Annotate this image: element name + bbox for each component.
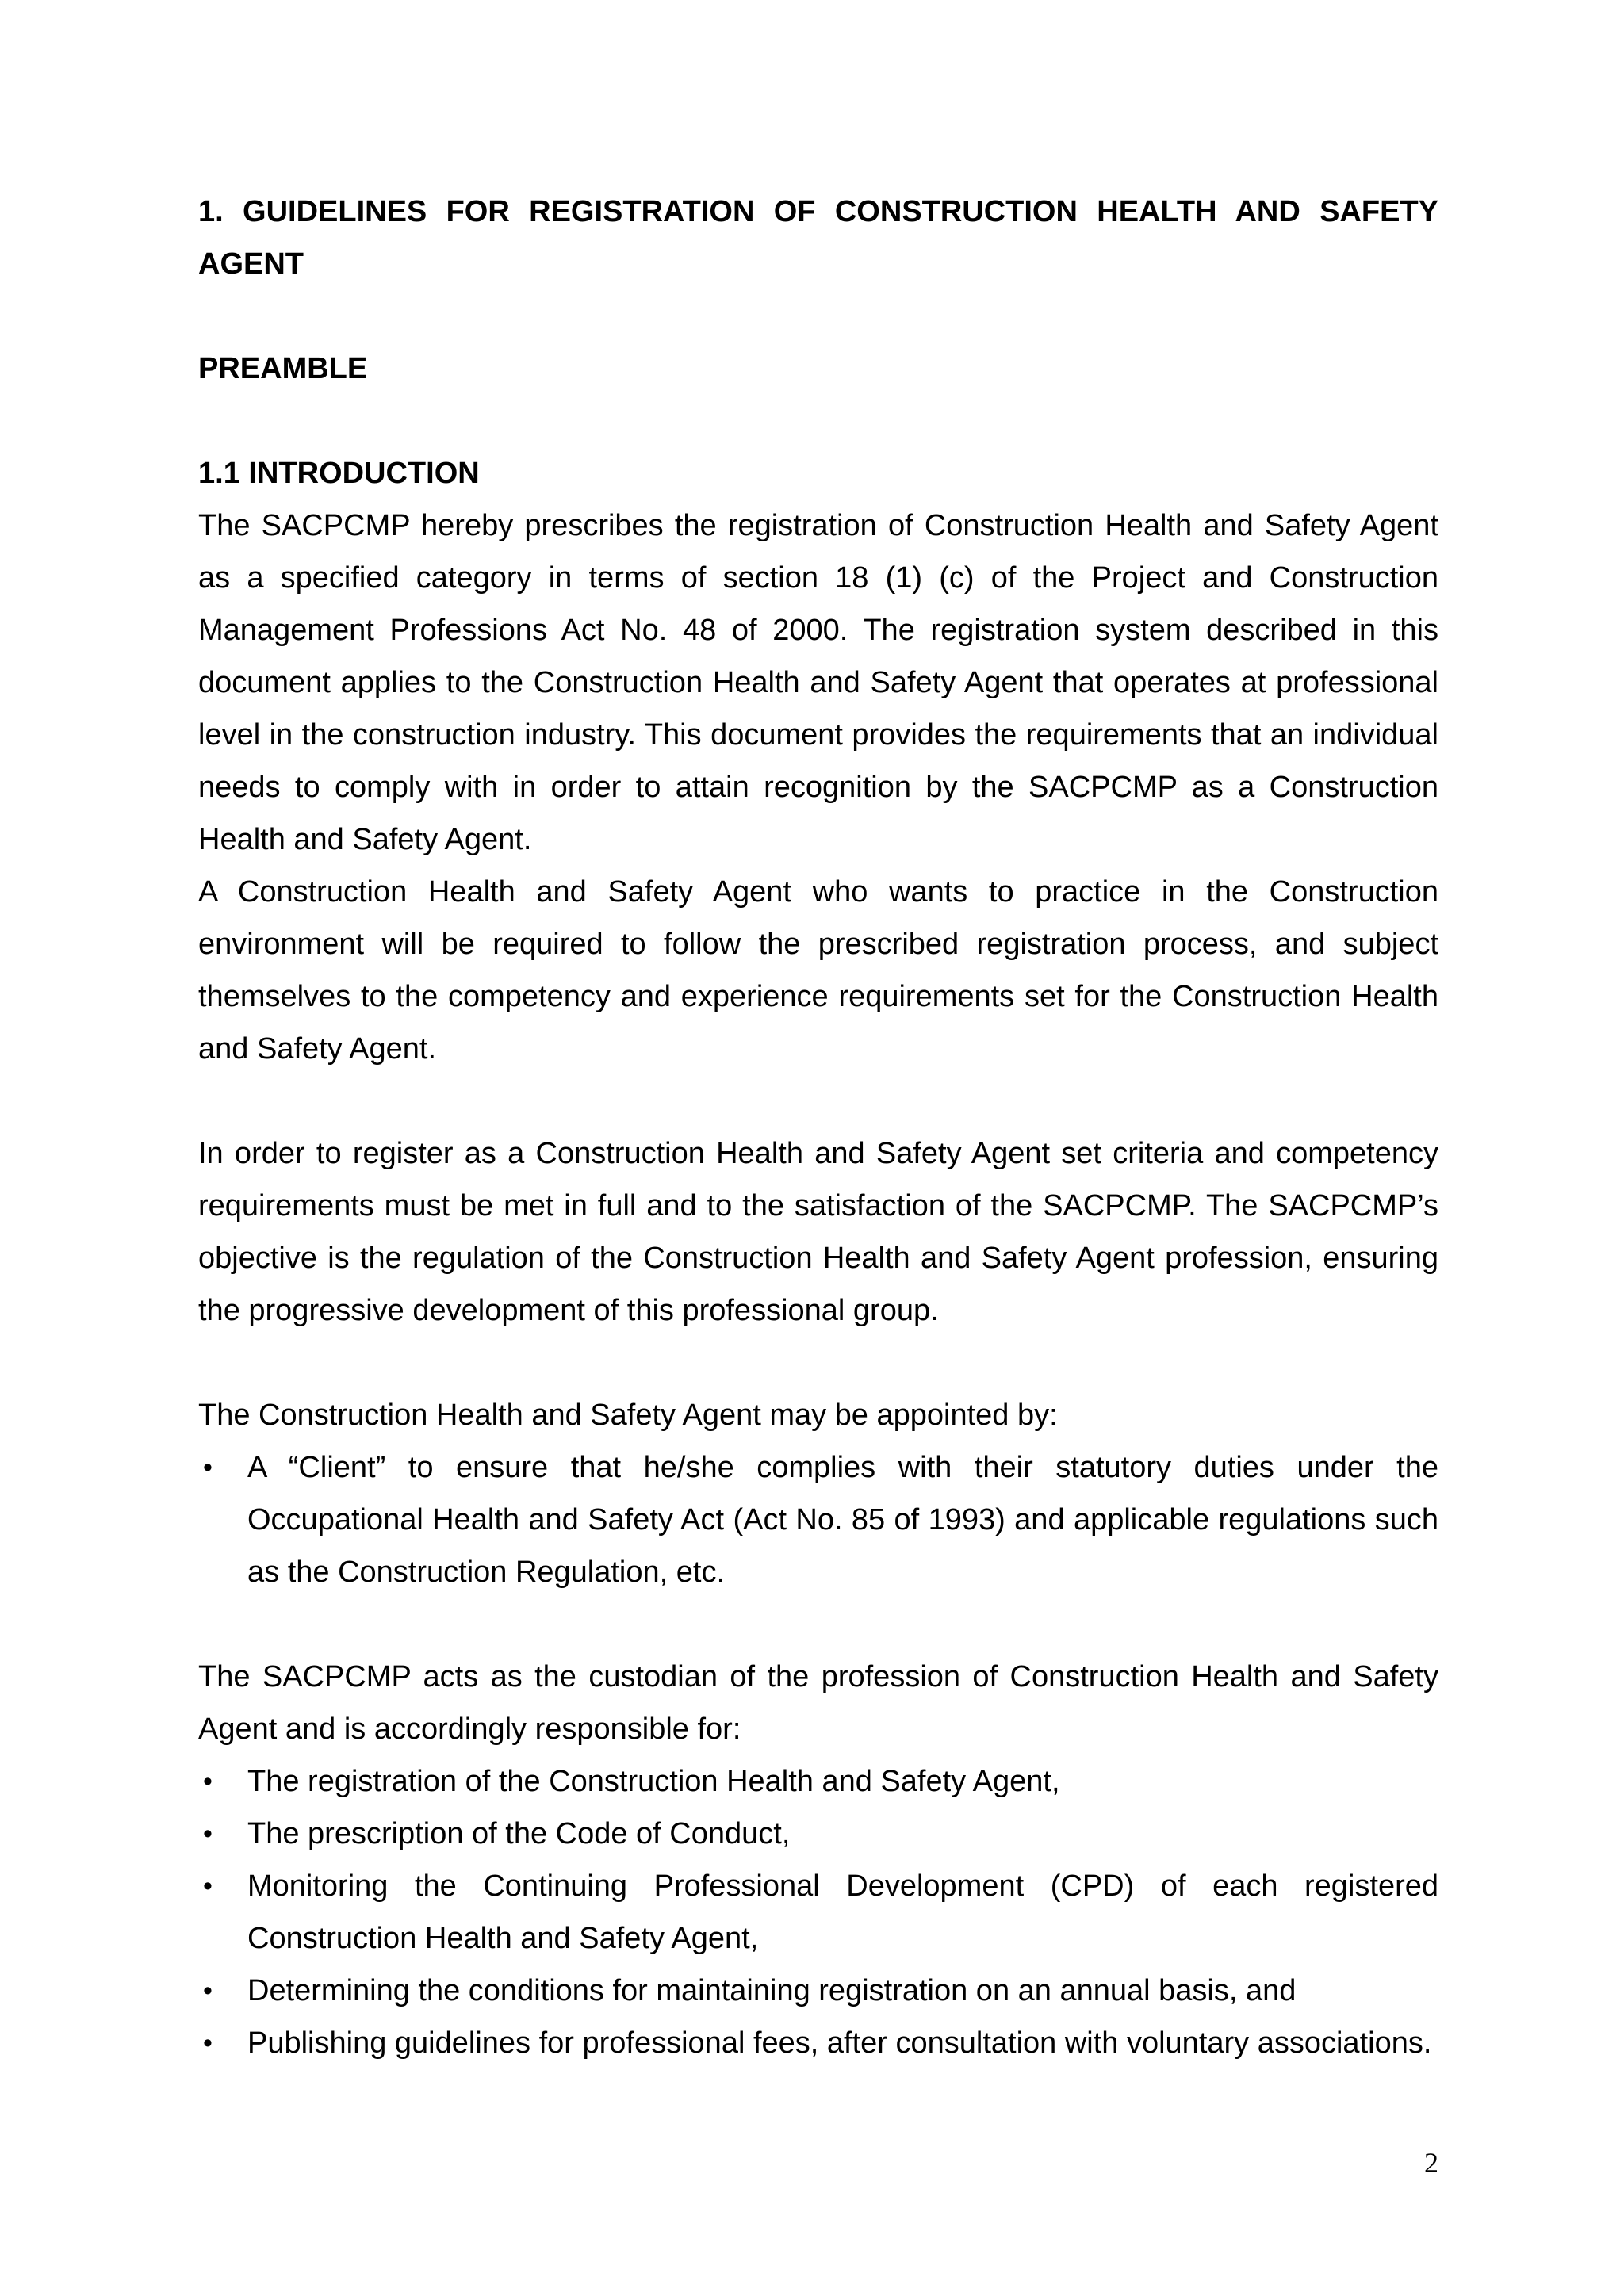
intro-paragraph: The SACPCMP hereby prescribes the registration of Construction Health and Safety Agent as a specified category in terms of section 18 (1) (c) of the Project and Construction Management Professions Act No. 48 of 2000. The registration system described in this document applies to the Construction Health and Safety Agent that operates at professional level in the construction industry. This document provides the requirements that an individual needs to comply with in order to attain recognition by the SACPCMP as a Construction Health and Safety Agent. — [198, 509, 1438, 856]
document-page — [198, 186, 1438, 2069]
list-item — [198, 1441, 1438, 1598]
spacer — [198, 1337, 1438, 1389]
criteria-paragraph: In order to register as a Construction Health and Safety Agent set criteria and competency requirements must be met in full and to the satisfaction of the SACPCMP. The SACPCMP’s objective is the regulation of the Construction Health and Safety Agent profession, ensuring the progressive development of this professional group. — [198, 1137, 1438, 1327]
spacer — [198, 1075, 1438, 1127]
bullet-icon: • — [203, 1819, 213, 1849]
spacer — [198, 290, 1438, 342]
bullet-icon: • — [203, 2028, 213, 2058]
list-item-text: Monitoring the Continuing Professional Development (CPD) of each registered Construction Health and Safety Agent, — [247, 1869, 1438, 1955]
list-item — [198, 2017, 1438, 2069]
bullet-icon: • — [203, 1766, 213, 1797]
responsibilities-list — [198, 1755, 1438, 2069]
preamble-heading: PREAMBLE — [198, 352, 368, 385]
page-number: 2 — [1424, 2147, 1438, 2179]
appointment-paragraph: The Construction Health and Safety Agent may be appointed by: — [198, 1399, 1058, 1432]
list-item — [198, 1808, 1438, 1860]
list-item-text: The prescription of the Code of Conduct, — [247, 1817, 791, 1850]
list-item-text: Publishing guidelines for professional fees, after consultation with voluntary associations. — [247, 2026, 1432, 2060]
bullet-icon: • — [203, 1976, 213, 2006]
list-item — [198, 1755, 1438, 1808]
list-item-text: The registration of the Construction Health and Safety Agent, — [247, 1765, 1060, 1798]
appointed-by-list — [198, 1441, 1438, 1598]
spacer — [198, 1598, 1438, 1651]
section-heading: 1. GUIDELINES FOR REGISTRATION OF CONSTRUCTION HEALTH AND SAFETY AGENT — [198, 195, 1438, 281]
practice-paragraph: A Construction Health and Safety Agent who wants to practice in the Construction environment will be required to follow the prescribed registration process, and subject themselves to the competency and experience requirements set for the Construction Health and Safety Agent. — [198, 875, 1438, 1066]
list-item — [198, 1860, 1438, 1965]
custodian-paragraph: The SACPCMP acts as the custodian of the profession of Construction Health and Safety Agent and is accordingly responsible for: — [198, 1660, 1438, 1746]
list-item-text: A “Client” to ensure that he/she complies with their statutory duties under the Occupational Health and Safety Act (Act No. 85 of 1993) and applicable regulations such as the Construction Regulation, etc. — [247, 1451, 1438, 1589]
list-item — [198, 1965, 1438, 2017]
bullet-icon: • — [203, 1452, 213, 1483]
spacer — [198, 395, 1438, 447]
introduction-heading: 1.1 INTRODUCTION — [198, 457, 480, 490]
bullet-icon: • — [203, 1871, 213, 1901]
list-item-text: Determining the conditions for maintaining registration on an annual basis, and — [247, 1974, 1297, 2007]
